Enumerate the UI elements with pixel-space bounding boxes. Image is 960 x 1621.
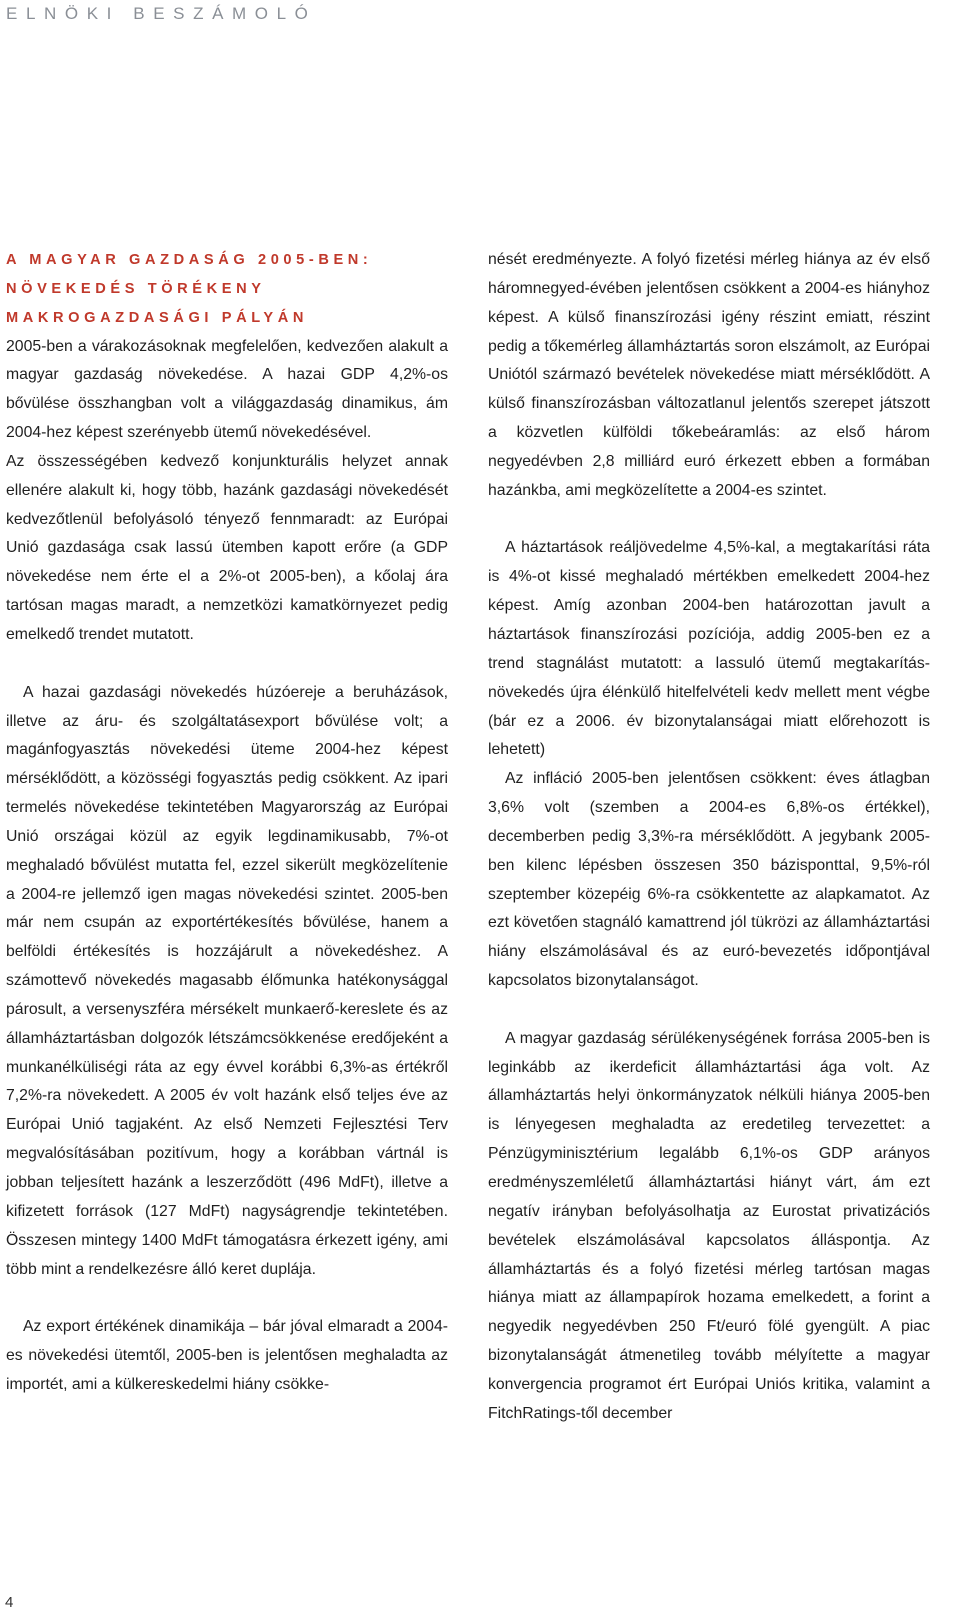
paragraph-conjuncture: Az összességében kedvező konjunkturális helyzet annak ellenére alakult ki, hogy több, hazánk gazdasági növekedését kedvezőtlenül befolyásoló tényező fennmaradt: az Európai Unió gazdasága csak lassú ütemben kapott erőre (a GDP növekedése nem érte el a 2%-ot 2005-ben), a kőolaj ára tartósan magas maradt, a nemzetközi kamatkörnyezet pedig emelkedő trendet mutatott. — [6, 452, 448, 643]
section-heading-line: NÖVEKEDÉS TÖRÉKENY — [6, 280, 266, 297]
page-number: 4 — [5, 1594, 14, 1611]
paragraph-households: A háztartások reáljövedelme 4,5%-kal, a megtakarítási ráta is 4%-ot kissé meghaladó mértékben emelkedett 2004-hez képest. Amíg azonban 2004-ben határozottan javult a háztartások finanszírozási pozíciója, addig 2005-ben ez a trend stagnálást mutatott: a lassuló ütemű megtakarítás-növekedés újra élénkülő hitelfelvételi kedv mellett ment végbe (bár ez a 2006. év bizonytalanságai miatt előrehozott is lehetett) — [488, 539, 930, 759]
paragraph-export: Az export értékének dinamikája – bár jóval elmaradt a 2004-es növekedési ütemtől, 2005-ben is jelentősen meghaladta az importét, ami a külkereskedelmi hiány csökke- — [6, 1318, 448, 1393]
paragraph-inflation: Az infláció 2005-ben jelentősen csökkent: éves átlagban 3,6% volt (szemben a 2004-es 6,8%-os értékkel), decemberben pedig 3,3%-ra mérséklődött. A jegybank 2005-ben kilenc lépésben összesen 350 bázisponttal, 9,5%-ról szeptember közepéig 6%-ra csökkentette az alapkamatot. Az ezt követően stagnáló kamattrend jól tükrözi az államháztartási hiány elszámolásával és az euró-bevezetés időpontjával kapcsolatos bizonytalanságot. — [488, 770, 930, 990]
right-column — [488, 246, 930, 1429]
left-column — [6, 246, 448, 1400]
paragraph-vulnerability: A magyar gazdaság sérülékenységének forrása 2005-ben is leginkább az ikerdeficit államháztartási ága volt. Az államháztartás helyi önkormányzatok nélküli hiánya 2005-ben is lényegesen meghaladta az eredetileg tervezettet: a Pénzügyminisztérium legalább 6,1%-os GDP arányos eredményszemléletű államháztartási hiányt várt, ám ezt negatív irányban befolyásolhatja az Eurostat privatizációs bevételek elszámolásával kapcsolatos álláspontja. Az államháztartás és a folyó fizetési mérleg tartósan magas hiánya miatt az állampapírok hozama emelkedett, a forint a negyedik negyedévben 250 Ft/euró fölé gyengült. A piac bizonytalanságát átmenetileg tovább mélyítette a magyar konvergencia programot ért Európai Uniós kritika, valamint a FitchRatings-től december — [488, 1029, 930, 1422]
running-head: ELNÖKI BESZÁMOLÓ — [6, 4, 317, 23]
section-heading — [6, 246, 448, 333]
section-heading-line: MAKROGAZDASÁGI PÁLYÁN — [6, 309, 309, 326]
paragraph-current-account: nését eredményezte. A folyó fizetési mérleg hiánya az év első háromnegyed-évében jelentősen csökkent a 2004-es hiányhoz képest. A külső finanszírozási igény részint emiatt, részint pedig a tőkemérleg államháztartás soron elszámolt, az Európai Uniótól származó bevételek növekedése miatt mérséklődött. A külső finanszírozásban változatlanul jelentős szerepet játszott a közvetlen külföldi tőkebeáramlás: az első három negyedévben 2,8 milliárd euró érkezett ebben a formában hazánkba, ami megközelítette a 2004-es szintet. — [488, 251, 930, 499]
paragraph-growth-drivers: A hazai gazdasági növekedés húzóereje a beruházások, illetve az áru- és szolgáltatásexport bővülése volt; a magánfogyasztás növekedési üteme 2004-hez képest mérséklődött, a közösségi fogyasztás pedig csökkent. Az ipari termelés növekedése tekintetében Magyarország az Európai Unió országai közül az egyik legdinamikusabb, 7%-ot meghaladó bővülést mutatta fel, ezzel sikerült megközelítenie a 2004-re jellemző igen magas növekedési szintet. 2005-ben már nem csupán az exportértékesítés bővülése, hanem a belföldi értékesítés is hozzájárult a növekedéshez. A számottevő növekedés magasabb élőmunka hatékonysággal párosult, a versenyszféra mérsékelt munkaerő-kereslete és az államháztartásban dolgozók létszámcsökkenése eredőjeként a munkanélküliségi ráta az egy évvel korábbi 6,3%-as értékről 7,2%-ra növekedett. A 2005 év volt hazánk első teljes éve az Európai Unió tagjaként. Az első Nemzeti Fejlesztési Terv megvalósításában pozitívum, hogy a korábban vártnál is jobban teljesített hazánk a leszerződött (496 MdFt), illetve a kifizetett források (127 MdFt) nagyságrendje tekintetében. Összesen mintegy 1400 MdFt támogatásra érkezett igény, ami több mint a rendelkezésre álló keret duplája. — [6, 683, 448, 1278]
paragraph-intro: 2005-ben a várakozásoknak megfelelően, kedvezően alakult a magyar gazdaság növekedése. A hazai GDP 4,2%-os bővülése összhangban volt a világgazdaság dinamikus, ám 2004-hez képest szerényebb ütemű növekedésével. — [6, 337, 448, 442]
section-heading-line: A MAGYAR GAZDASÁG 2005-BEN: — [6, 252, 373, 268]
